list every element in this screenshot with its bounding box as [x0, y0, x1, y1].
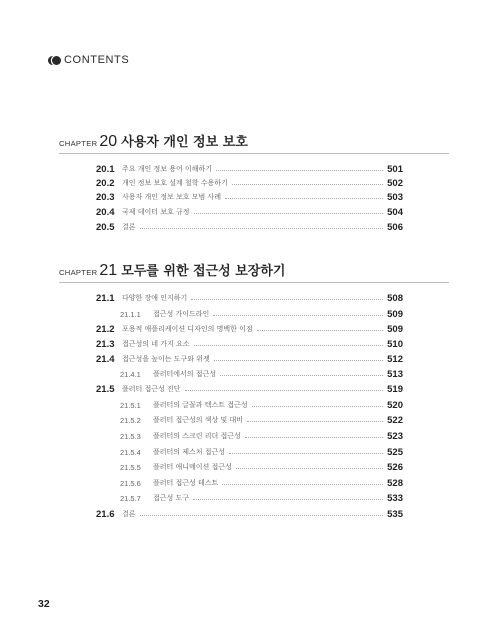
section-title: 접근성의 네 가지 요소	[122, 340, 190, 348]
subsection-number: 21.5.1	[120, 400, 141, 410]
section-number: 20.3	[96, 191, 115, 203]
dot-leader	[191, 299, 383, 300]
section-number: 20.2	[96, 177, 115, 189]
contents-header	[48, 54, 129, 66]
toc-subentry[interactable]	[102, 308, 403, 320]
dot-leader	[236, 468, 383, 469]
page-ref: 533	[387, 492, 403, 504]
subsection-number: 21.1.1	[120, 309, 141, 319]
subsection-number: 21.5.5	[120, 462, 141, 472]
toc-entry[interactable]	[96, 338, 403, 350]
page-number: 32	[38, 598, 50, 610]
dot-leader	[194, 213, 384, 214]
subsection-number: 21.5.7	[120, 493, 141, 503]
dot-leader	[247, 421, 383, 422]
chapter-label: CHAPTER	[59, 268, 98, 277]
dot-leader	[193, 499, 383, 500]
dot-leader	[229, 453, 383, 454]
section-title: 사용자 개인 정보 보호 모범 사례	[122, 193, 222, 201]
subsection-number: 21.5.6	[120, 478, 141, 488]
chapter-title: 사용자 개인 정보 보호	[121, 135, 248, 150]
toc-subentry[interactable]	[102, 399, 403, 411]
toc-entry[interactable]	[96, 163, 403, 175]
toc-entry[interactable]	[96, 508, 403, 520]
section-title: 다양한 장애 인지하기	[122, 294, 188, 302]
page-ref: 519	[387, 383, 403, 395]
toc-entry[interactable]	[96, 191, 403, 203]
page-ref: 510	[387, 338, 403, 350]
page-ref: 526	[387, 461, 403, 473]
page-ref: 528	[387, 477, 403, 489]
chapter-number: 20	[99, 133, 118, 150]
subsection-title: 플러터 접근성의 색상 및 대비	[153, 416, 244, 424]
toc-subentry[interactable]	[102, 368, 403, 380]
page-ref: 503	[387, 191, 403, 203]
page-ref: 513	[387, 368, 403, 380]
subsection-number: 21.5.2	[120, 415, 141, 425]
toc-entry[interactable]	[96, 292, 403, 304]
subsection-title: 플러터 접근성 테스트	[153, 479, 219, 487]
chapter-divider	[59, 153, 449, 154]
dot-leader	[252, 406, 384, 407]
subsection-title: 접근성 도구	[153, 494, 190, 502]
page-ref: 508	[387, 292, 403, 304]
section-number: 20.4	[96, 206, 115, 218]
page-ref: 506	[387, 221, 403, 233]
section-title: 포용적 애플리케이션 디자인의 명백한 이점	[122, 325, 253, 333]
dot-leader	[222, 484, 383, 485]
section-number: 20.1	[96, 163, 115, 175]
page-ref: 509	[387, 308, 403, 320]
toc-subentry[interactable]	[102, 492, 403, 504]
dot-leader	[245, 437, 383, 438]
toc-entry[interactable]	[96, 221, 403, 233]
section-title: 접근성을 높이는 도구와 위젯	[122, 355, 210, 363]
section-number: 21.3	[96, 338, 115, 350]
toc-subentry[interactable]	[102, 461, 403, 473]
subsection-title: 플러터 애니메이션 접근성	[153, 463, 232, 471]
page-ref: 504	[387, 206, 403, 218]
subsection-number: 21.5.3	[120, 431, 141, 441]
section-title: 개인 정보 보호 설계 철학 수용하기	[122, 179, 228, 187]
chapter-label: CHAPTER	[59, 139, 98, 148]
dot-leader	[140, 228, 384, 229]
toc-entry[interactable]	[96, 206, 403, 218]
page-ref: 509	[387, 323, 403, 335]
subsection-title: 플러터에서의 접근성	[153, 370, 217, 378]
toc-entry[interactable]	[96, 323, 403, 335]
toc-subentry[interactable]	[102, 477, 403, 489]
toc-entry[interactable]	[96, 353, 403, 365]
page-ref: 525	[387, 446, 403, 458]
chapter-heading	[59, 131, 248, 151]
page-ref: 523	[387, 430, 403, 442]
section-title: 결론	[122, 510, 136, 518]
toc-entry[interactable]	[96, 383, 403, 395]
subsection-title: 플러터의 글꼴과 텍스트 접근성	[153, 401, 248, 409]
section-number: 21.5	[96, 383, 115, 395]
dot-leader	[216, 170, 383, 171]
dot-leader	[257, 330, 384, 331]
page-ref: 522	[387, 414, 403, 426]
dot-leader	[220, 375, 383, 376]
subsection-number: 21.4.1	[120, 369, 141, 379]
dot-leader	[194, 345, 384, 346]
section-number: 21.6	[96, 508, 115, 520]
section-title: 결론	[122, 223, 136, 231]
dot-leader	[140, 515, 384, 516]
toc-subentry[interactable]	[102, 430, 403, 442]
page-ref: 512	[387, 353, 403, 365]
bullet-dots-icon	[48, 56, 61, 65]
page-ref: 501	[387, 163, 403, 175]
section-number: 21.1	[96, 292, 115, 304]
subsection-number: 21.5.4	[120, 447, 141, 457]
section-number: 21.4	[96, 353, 115, 365]
section-number: 20.5	[96, 221, 115, 233]
dot-leader	[214, 360, 383, 361]
dot-leader	[185, 390, 384, 391]
subsection-title: 접근성 가이드라인	[153, 310, 210, 318]
page-ref: 535	[387, 508, 403, 520]
dot-leader	[225, 198, 383, 199]
section-title: 플러터 접근성 진단	[122, 385, 181, 393]
dot-leader	[232, 184, 383, 185]
contents-title: CONTENTS	[64, 54, 130, 66]
chapter-number: 21	[99, 262, 118, 279]
toc-subentry[interactable]	[102, 414, 403, 426]
page-ref: 520	[387, 399, 403, 411]
chapter-title: 모두를 위한 접근성 보장하기	[121, 264, 286, 279]
subsection-title: 플러터의 스크린 리더 접근성	[153, 432, 241, 440]
section-title: 국제 데이터 보호 규정	[122, 208, 190, 216]
toc-entry[interactable]	[96, 177, 403, 189]
chapter-divider	[59, 282, 449, 283]
page-ref: 502	[387, 177, 403, 189]
section-title: 주요 개인 정보 용어 이해하기	[122, 165, 213, 173]
section-number: 21.2	[96, 323, 115, 335]
toc-subentry[interactable]	[102, 446, 403, 458]
dot-leader	[213, 315, 383, 316]
subsection-title: 플러터의 제스처 접근성	[153, 448, 226, 456]
chapter-heading	[59, 260, 285, 280]
